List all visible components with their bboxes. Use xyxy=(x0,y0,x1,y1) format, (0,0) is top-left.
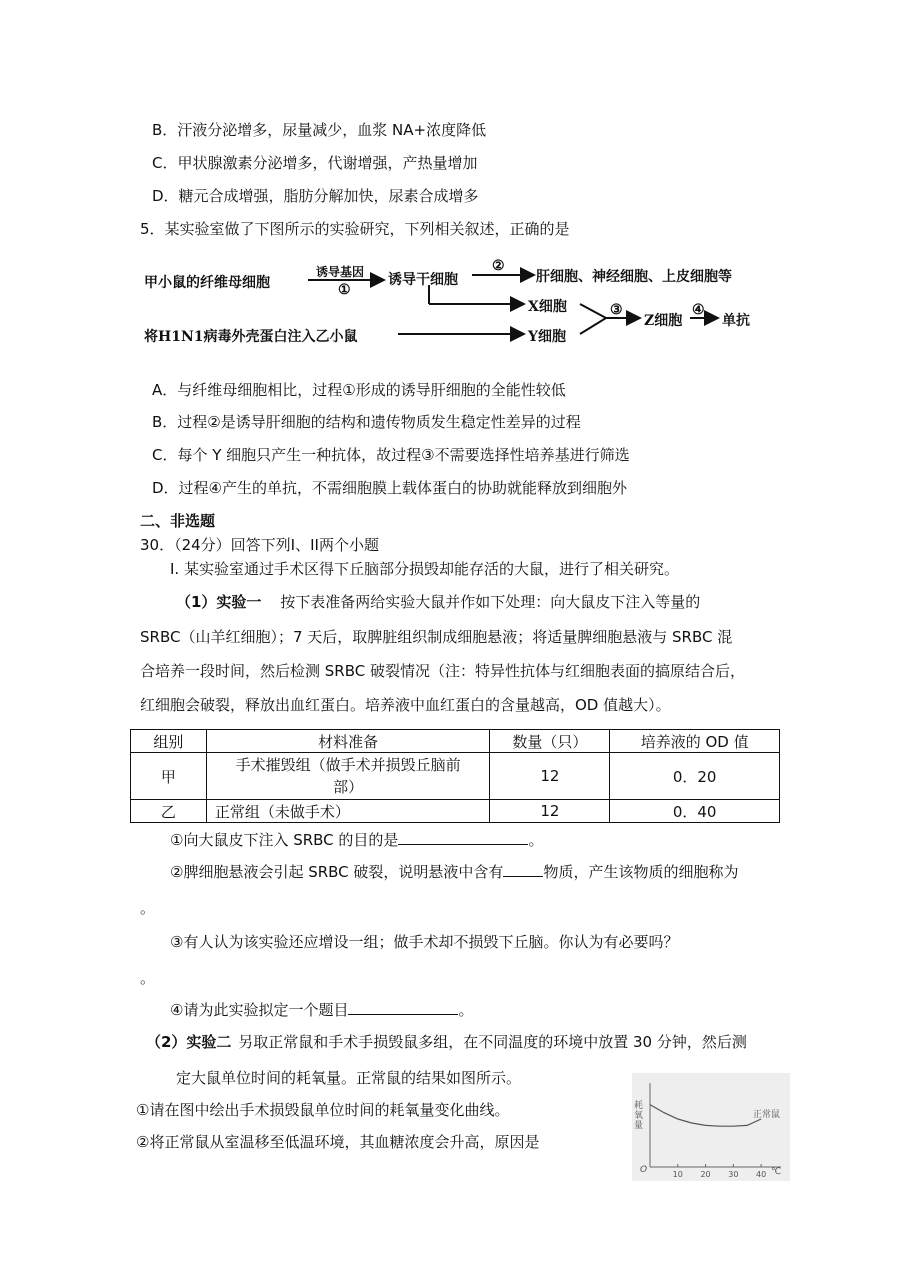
q5-stem: 5．某实验室做了下图所示的实验研究，下列相关叙述，正确的是 xyxy=(140,220,570,238)
step1-number: ① xyxy=(338,282,351,298)
answer-blank[interactable] xyxy=(348,1000,458,1015)
exp1-line1 xyxy=(176,592,700,612)
exp1-line3: 合培养一段时间，然后检测 SRBC 破裂情况（注：特异性抗体与红细胞表面的搞原结合后， xyxy=(140,662,745,680)
answer-blank[interactable] xyxy=(503,862,543,877)
q5-option-b: B．过程②是诱导肝细胞的结构和遗传物质发生稳定性差异的过程 xyxy=(152,413,581,431)
table-header: 数量（只） xyxy=(490,730,610,753)
table-cell: 甲 xyxy=(131,753,207,800)
differentiated-cells: 肝细胞、神经细胞、上皮细胞等 xyxy=(536,269,732,285)
subq2 xyxy=(170,862,738,882)
exp2-q2: ②将正常鼠从室温移至低温环境，其血糖浓度会升高，原因是 xyxy=(136,1133,540,1151)
table-cell: 0．20 xyxy=(610,753,780,800)
subq2-text-a: ②脾细胞悬液会引起 SRBC 破裂，说明悬液中含有 xyxy=(170,863,504,881)
subq4-period: 。 xyxy=(458,1001,474,1019)
exp2-text1: 另取正常鼠和手术手损毁鼠多组，在不同温度的环境中放置 30 分钟，然后测 xyxy=(238,1033,747,1051)
table-header: 培养液的 OD 值 xyxy=(610,730,780,753)
subq1-text: ①向大鼠皮下注入 SRBC 的目的是 xyxy=(170,831,399,849)
step3-number: ③ xyxy=(610,302,623,318)
table-header: 组别 xyxy=(131,730,207,753)
exp1-line2: SRBC（山羊红细胞）；7 天后，取脾脏组织制成细胞悬液；将适量脾细胞悬液与 SRBC 混 xyxy=(140,628,733,646)
induced-stem-cell: 诱导干细胞 xyxy=(388,272,458,288)
table-cell: 乙 xyxy=(131,800,207,823)
section-heading: 二、非选题 xyxy=(140,512,216,530)
chart-origin: O xyxy=(640,1165,648,1175)
x-tick-label: 30 xyxy=(728,1170,739,1179)
q4-option-b: B．汗液分泌增多，尿量减少，血浆 NA+浓度降低 xyxy=(152,121,487,139)
q4-option-c: C．甲状腺激素分泌增多，代谢增强，产热量增加 xyxy=(152,154,478,172)
q4-option-d: D．糖元合成增强，脂肪分解加快，尿素合成增多 xyxy=(152,187,479,205)
subq4 xyxy=(170,1000,473,1020)
step4-number: ④ xyxy=(692,302,705,318)
x-cell: X细胞 xyxy=(528,299,567,315)
subq3-end: 。 xyxy=(140,969,156,987)
y-cell: Y细胞 xyxy=(528,329,566,345)
subq2-end: 。 xyxy=(140,899,156,917)
series-label: 正常鼠 xyxy=(753,1110,781,1120)
table-cell: 正常组（未做手术） xyxy=(206,800,490,823)
table-cell: 12 xyxy=(490,800,610,823)
exp2-q1: ①请在图中绘出手术损毁鼠单位时间的耗氧量变化曲线。 xyxy=(136,1101,510,1119)
x-tick-label: 10 xyxy=(672,1170,683,1179)
source-fibroblast: 甲小鼠的纤维母细胞 xyxy=(144,275,270,291)
step1-label: 诱导基因 xyxy=(316,265,365,279)
q5-option-c: C．每个 Y 细胞只产生一种抗体，故过程③不需要选择性培养基进行筛选 xyxy=(152,446,630,464)
table-row xyxy=(131,753,780,800)
answer-blank[interactable] xyxy=(398,830,528,845)
series-line-normal-rat xyxy=(650,1105,761,1127)
exp2-title: （2）实验二 xyxy=(146,1033,232,1051)
experiment-table xyxy=(130,729,780,823)
chart-canvas xyxy=(632,1073,790,1181)
part1-intro: Ⅰ. 某实验室通过手术区得下丘脑部分损毁却能存活的大鼠，进行了相关研究。 xyxy=(170,560,679,578)
chart-series xyxy=(650,1105,761,1127)
subq3: ③有人认为该实验还应增设一组；做手术却不损毁下丘脑。你认为有必要吗？ xyxy=(170,933,679,951)
subq2-text-b: 物质，产生该物质的细胞称为 xyxy=(543,863,739,881)
source-h1n1-injection: 将H1N1病毒外壳蛋白注入乙小鼠 xyxy=(144,329,358,345)
z-cell: Z细胞 xyxy=(644,313,683,329)
exp1-title: （1）实验一 xyxy=(176,593,262,611)
table-cell: 12 xyxy=(490,753,610,800)
chart-ylabel: 耗氧量 xyxy=(634,1101,644,1131)
subq1 xyxy=(170,830,543,850)
chart-ticks xyxy=(673,1164,767,1179)
exp1-line4: 红细胞会破裂，释放出血红蛋白。培养液中血红蛋白的含量越高，OD 值越大）。 xyxy=(140,696,671,714)
exp2-line1 xyxy=(146,1032,747,1052)
q5-option-d: D．过程④产生的单抗，不需细胞膜上载体蛋白的协助就能释放到细胞外 xyxy=(152,479,628,497)
q30-stem: 30．（24分）回答下列Ⅰ、II两个小题 xyxy=(140,536,379,554)
exp1-text1: 按下表准备两给实验大鼠并作如下处理：向大鼠皮下注入等量的 xyxy=(280,593,701,611)
chart-axes xyxy=(650,1083,781,1167)
oxygen-consumption-chart xyxy=(632,1073,790,1181)
monoclonal-antibody: 单抗 xyxy=(722,313,750,329)
step2-number: ② xyxy=(492,258,505,274)
table-header: 材料准备 xyxy=(206,730,490,753)
table-cell: 手术摧毁组（做手术并损毁丘脑前部） xyxy=(206,753,490,800)
table-cell: 0．40 xyxy=(610,800,780,823)
chart-xunit: ℃ xyxy=(771,1167,782,1177)
exp2-line2: 定大鼠单位时间的耗氧量。正常鼠的结果如图所示。 xyxy=(176,1069,522,1087)
subq1-period: 。 xyxy=(528,831,544,849)
q5-option-a: A．与纤维母细胞相比，过程①形成的诱导肝细胞的全能性较低 xyxy=(152,381,566,399)
table-header-row xyxy=(131,730,780,753)
table-row xyxy=(131,800,780,823)
x-tick-label: 40 xyxy=(756,1170,767,1179)
subq4-text: ④请为此实验拟定一个题目 xyxy=(170,1001,349,1019)
x-tick-label: 20 xyxy=(700,1170,711,1179)
experiment-flow-diagram xyxy=(140,258,780,350)
